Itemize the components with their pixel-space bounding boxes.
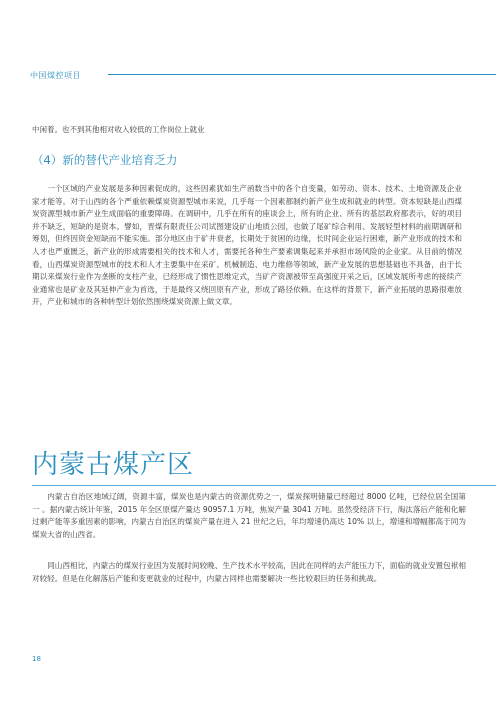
section-heading: （4）新的替代产业培育乏力 <box>32 153 178 167</box>
region-title: 内蒙古煤产区 <box>32 450 195 480</box>
header-rule <box>108 74 496 75</box>
intro-text: 中闲着。也不到其他相对收入较低的工作岗位上就业 <box>32 125 205 134</box>
page-number: 18 <box>32 655 41 663</box>
region-rule <box>32 485 496 486</box>
region-paragraph-1: 内蒙古自治区地域辽阔，资源丰富，煤炭也是内蒙古的资源优势之一，煤炭探明储量已经超过 8000 亿吨，已经位居全国第一 。据内蒙古统计年鉴，2015 年全区原煤产量达 90957.1 万吨，焦炭产量 3041 万吨。虽然受经济下行，淘汰落后产能和化解过剩产能等多重因素的影响，内蒙古自治区的煤炭产量在进入 21 世纪之后，年均增速仍高达 10% 以上，增速和增幅都高于同为煤炭大省的山西省。 <box>32 492 466 539</box>
region-paragraph-2: 同山西相比，内蒙古的煤炭行业因为发展时间较晚、生产技术水平较高，因此在同样的去产能压力下，面临的就业安置包袱相对较轻。但是在化解落后产能和变更就业的过程中，内蒙古同样也需要解决一些比较艰巨的任务和挑战。 <box>32 561 466 583</box>
header-label: 中国煤控项目 <box>30 71 81 80</box>
section-paragraph: 一个区域的产业发展是多种因素促成的，这些因素犹如生产函数当中的各个自变量，如劳动、资本、技术、土地资源及企业家才能等。对于山西的各个严重依赖煤炭资源型城市来说，几乎每一个因素都制约新产业生成和就业的转型。资本短缺是山西煤炭资源型城市新产业生成面临的重要障碍。在调研中，几乎在所有的座谈会上，所有的企业、所有的基层政府都表示，好的项目并不缺乏，短缺的是资本。譬如，晋煤有限责任公司试图建设矿山地质公园，也做了尾矿综合利用、发展轻型材料的前期调研和筹划，但终因资金短缺而不能实施。部分地区由于矿井衰老，长期处于贫困的边缘，长时间企业运行困难，新产业形成的技术和人才也严重匮乏，新产业的形成需要相关的技术和人才，需要托各种生产要素调集起来并承担市场风险的企业家。从目前的情况看，山西煤炭资源型城市的技术和人才主要集中在采矿、机械制造、电力维修等领域，新产业发展的思想基础也不具备，由于长期以来煤炭行业作为垄断的支柱产业，已经形成了惯性思维定式，当矿产资源被带至高强度开采之后，区域发展所考虑的接续产业通常也是矿业及其延伸产业为首选，于是最终又绕回原有产业，形成了路径依赖。在这样的背景下，新产业拓展的思路很难放开，产业和城市的各种转型计划依然围绕煤炭资源上做文章。 <box>32 184 462 307</box>
